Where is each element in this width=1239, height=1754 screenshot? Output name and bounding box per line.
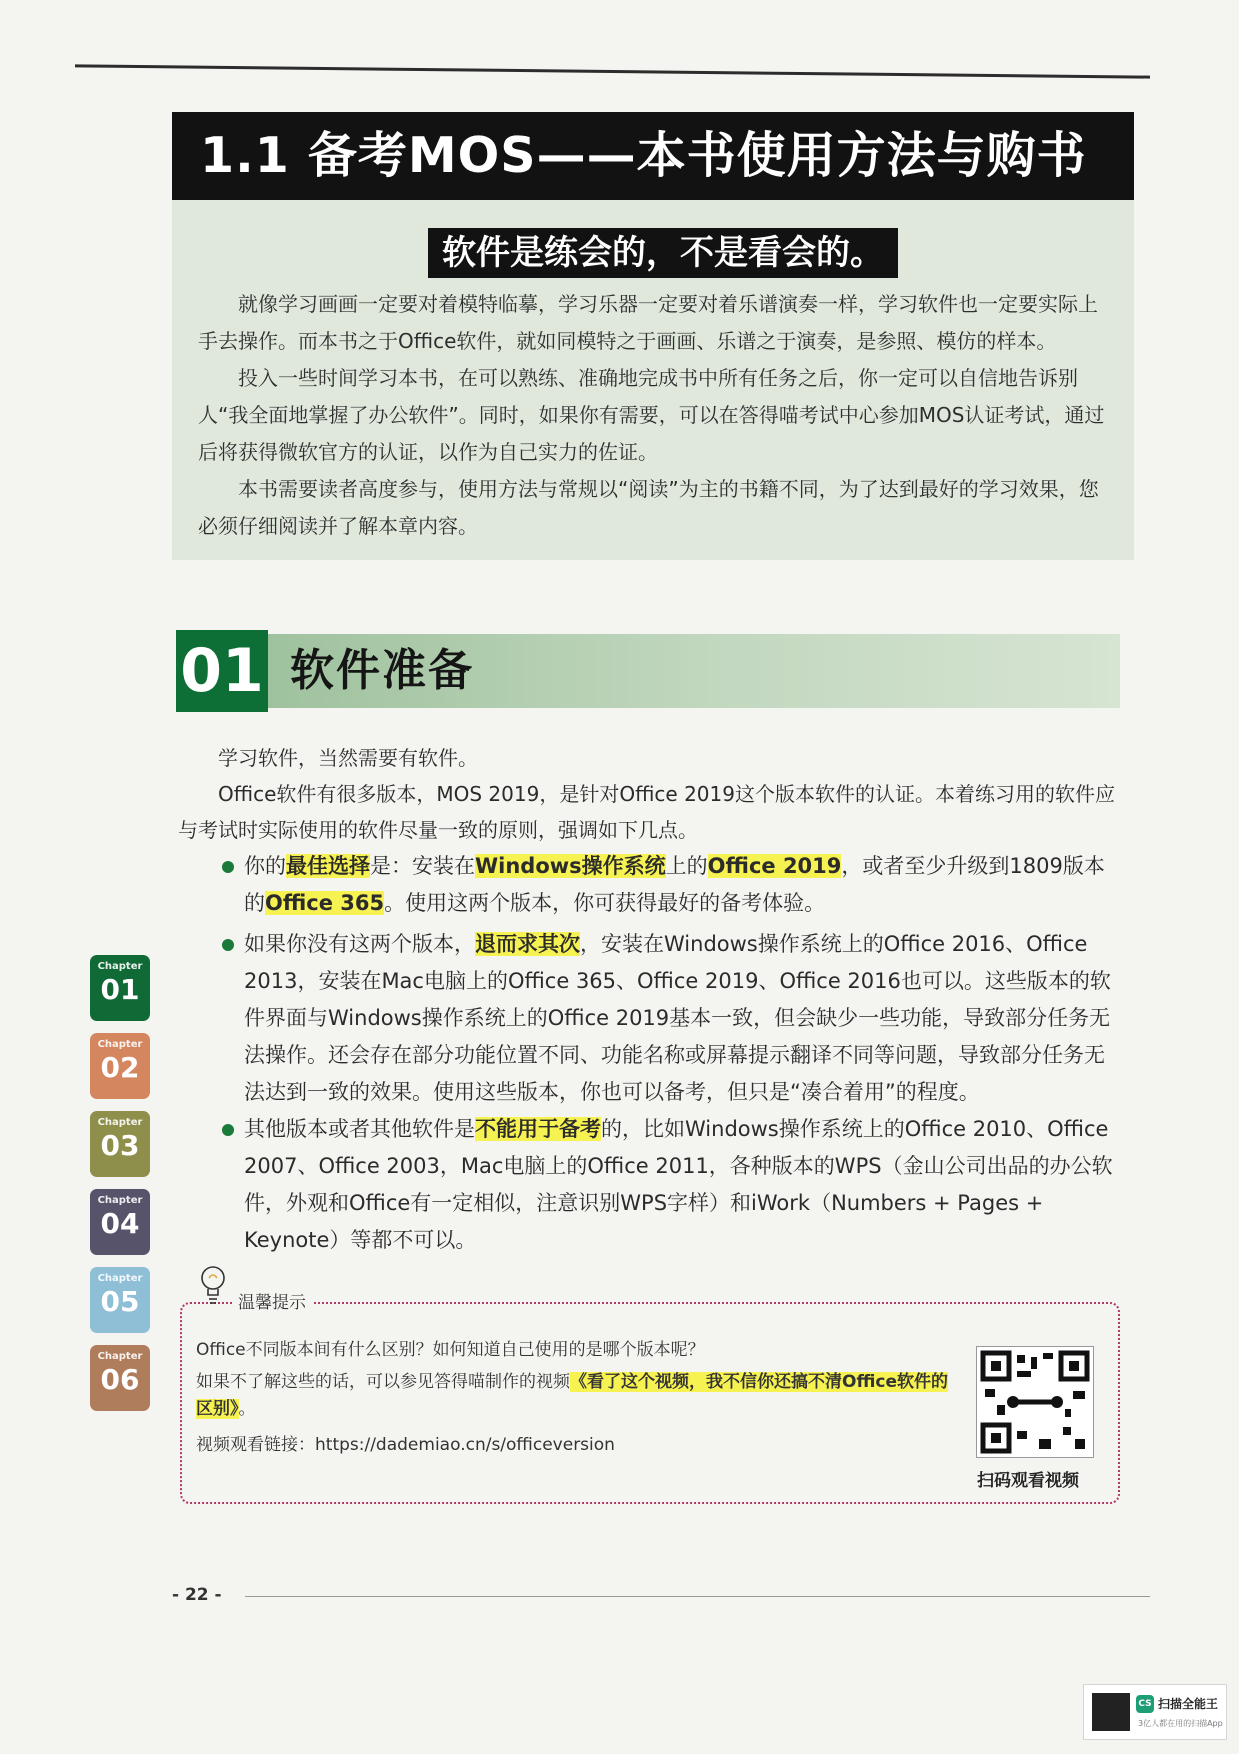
bullet-item-1: 你的最佳选择是：安装在Windows操作系统上的Office 2019，或者至少升级到1809版本的Office 365。使用这两个版本，你可获得最好的备考体验。 (222, 848, 1124, 922)
intro-paragraph-1: 就像学习画画一定要对着模特临摹，学习乐器一定要对着乐谱演奏一样，学习软件也一定要实际上手去操作。而本书之于Office软件，就如同模特之于画画、乐谱之于演奏，是参照、模仿的样本。 (198, 292, 1098, 353)
tip-line-1: Office不同版本间有什么区别？如何知道自己使用的是哪个版本呢？ (196, 1340, 705, 1360)
tip-label: 温馨提示 (232, 1292, 312, 1314)
chapter-tab-06[interactable]: Chapter 06 (90, 1345, 150, 1411)
tip-line-3[interactable]: 视频观看链接：https://dademiao.cn/s/officeversion (196, 1435, 615, 1455)
lightbulb-icon (196, 1262, 230, 1308)
scanner-watermark (1083, 1684, 1227, 1740)
body-paragraph-2: Office软件有很多版本，MOS 2019，是针对Office 2019这个版本软件的认证。本着练习用的软件应与考试时实际使用的软件尽量一致的原则，强调如下几点。 (178, 782, 1115, 842)
cs-logo-icon: CS (1136, 1695, 1154, 1713)
heading-number: 01 (176, 630, 268, 712)
footer-rule (245, 1596, 1150, 1597)
video-title-link[interactable]: 《看了这个视频，我不信你还搞不清Office软件的区别》 (196, 1372, 949, 1419)
bullet-dot (222, 939, 234, 951)
bullet-dot (222, 861, 234, 873)
tip-line-2: 如果不了解这些的话，可以参见答得喵制作的视频《看了这个视频，我不信你还搞不清Office软件的区别》。 (196, 1372, 949, 1419)
bullet-dot (222, 1124, 234, 1136)
scanner-tagline: 3亿人都在用的扫描App (1138, 1719, 1223, 1728)
motto-banner: 软件是练会的，不是看会的。 (428, 228, 898, 278)
bullet-item-2: 如果你没有这两个版本，退而求其次，安装在Windows操作系统上的Office 2016、Office 2013，安装在Mac电脑上的Office 365、Office 2019、Office 2016也可以。这些版本的软件界面与Windows操作系统上的Office 2019基本一致，但会缺少一些功能，导致部分任务无法操作。还会存在部分功能位置不同、功能名称或屏幕提示翻译不同等问题，导致部分任务无法达到一致的效果。使用这些版本，你也可以备考，但只是“凑合着用”的程度。 (222, 926, 1124, 1111)
chapter-tab-05[interactable]: Chapter 05 (90, 1267, 150, 1333)
chapter-tab-04[interactable]: Chapter 04 (90, 1189, 150, 1255)
scanner-qr-icon (1092, 1693, 1130, 1731)
body-paragraph-1: 学习软件，当然需要有软件。 (218, 746, 478, 770)
page-number: - 22 - (172, 1585, 222, 1605)
qr-code-icon[interactable] (976, 1346, 1094, 1458)
section-title: 1.1 备考MOS——本书使用方法与购书 (172, 112, 1134, 200)
top-rule (75, 64, 1150, 78)
scanner-name: 扫描全能王 (1158, 1697, 1219, 1711)
bullet-item-3: 其他版本或者其他软件是不能用于备考的，比如Windows操作系统上的Office 2010、Office 2007、Office 2003，Mac电脑上的Office 2011，各种版本的WPS（金山公司出品的办公软件，外观和Office有一定相似，注意识别WPS字样）和iWork（Numbers + Pages + Keynote）等都不可以。 (222, 1111, 1124, 1259)
heading-text: 软件准备 (290, 645, 474, 696)
intro-paragraph-2: 投入一些时间学习本书，在可以熟练、准确地完成书中所有任务之后，你一定可以自信地告诉别人“我全面地掌握了办公软件”。同时，如果你有需要，可以在答得喵考试中心参加MOS认证考试，通过后将获得微软官方的认证，以作为自己实力的佐证。 (198, 366, 1105, 464)
chapter-tab-01[interactable]: Chapter 01 (90, 955, 150, 1021)
chapter-tab-03[interactable]: Chapter 03 (90, 1111, 150, 1177)
qr-caption: 扫码观看视频 (977, 1471, 1079, 1491)
chapter-tab-02[interactable]: Chapter 02 (90, 1033, 150, 1099)
intro-paragraph-3: 本书需要读者高度参与，使用方法与常规以“阅读”为主的书籍不同，为了达到最好的学习效果，您必须仔细阅读并了解本章内容。 (198, 477, 1099, 538)
